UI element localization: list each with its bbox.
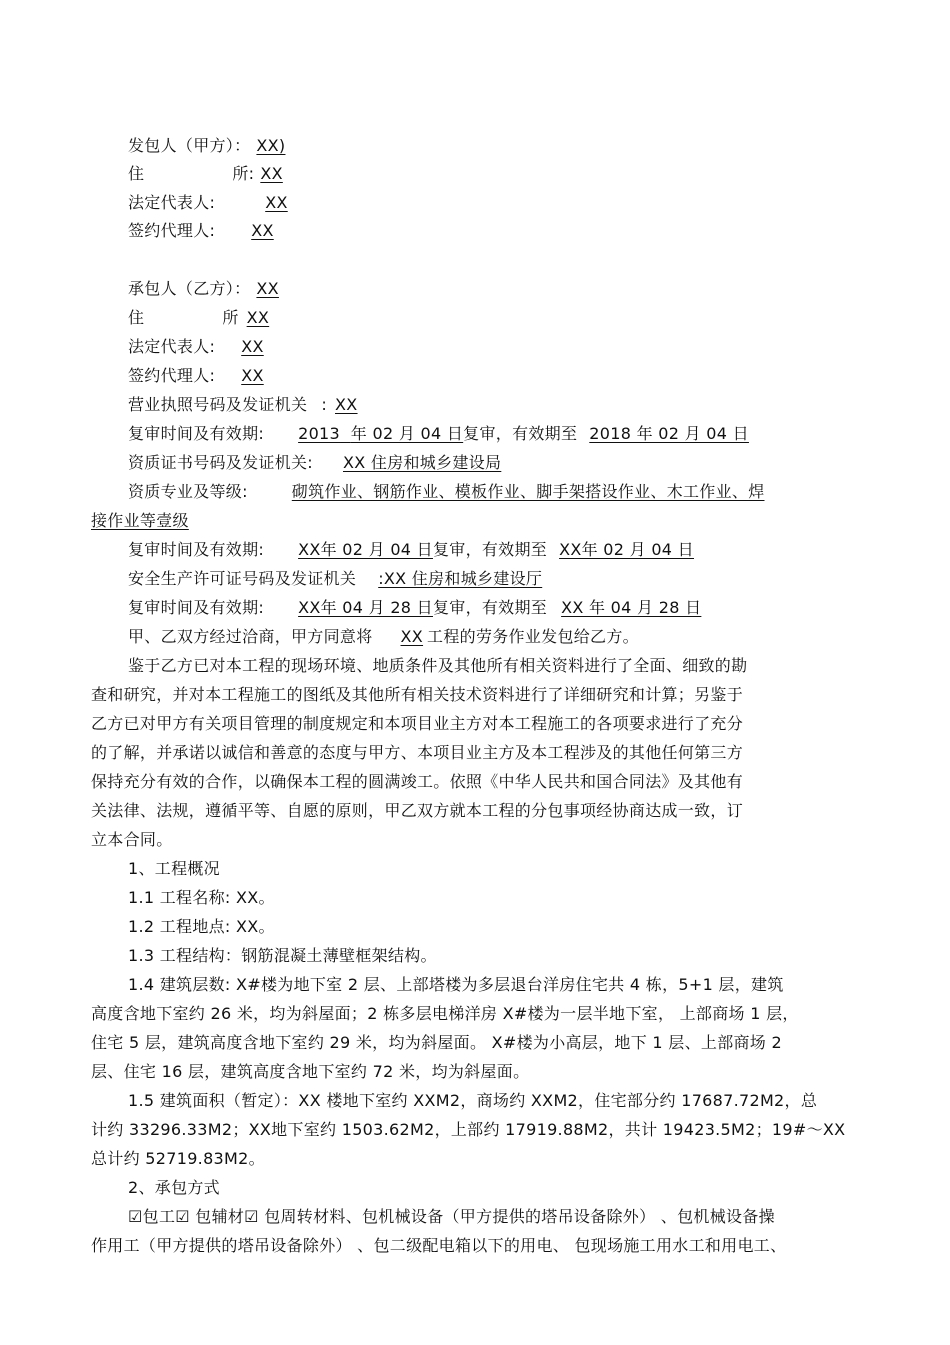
party-b-review1-end: 2018 年 02 月 04 日 (589, 424, 749, 443)
party-b-review1-mid: 复审，有效期至 (463, 424, 578, 443)
party-b-review3-label: 复审时间及有效期: (128, 598, 265, 617)
area-line: 总计约 52719.83M2。 (91, 1149, 265, 1168)
area-line: 计约 33296.33M2；XX地下室约 1503.62M2，上部约 17919.88M2，共计 19423.5M2；19#～XX (91, 1120, 846, 1139)
floors-line: 层、住宅 16 层，建筑高度含地下室约 72 米，均为斜屋面。 (91, 1062, 530, 1081)
party-b-license-label: 营业执照号码及发证机关 (128, 395, 308, 414)
party-a-contractor-row (128, 136, 295, 156)
area-line: 1.5 建筑面积（暂定）：XX 楼地下室约 XXM2，商场约 XXM2，住宅部分约 17687.72M2，总 (128, 1091, 818, 1110)
party-b-license-colon: : (321, 395, 328, 414)
party-b-agent-row (128, 366, 278, 386)
party-b-review3-row (128, 598, 701, 618)
party-b-legal-rep-row (128, 337, 274, 357)
party-b-review3-start: XX年 04 月 28 日 (298, 598, 433, 617)
party-b-qual-grade-row (128, 482, 805, 502)
section-1-heading: 1、工程概况 (128, 859, 220, 878)
party-b-safety-row (128, 569, 550, 589)
party-a-address-value: XX (260, 164, 283, 183)
party-a-contractor-value: XX) (256, 136, 286, 155)
party-a-legal-rep-value: XX (265, 193, 288, 212)
section-2-heading: 2、承包方式 (128, 1178, 220, 1197)
floors-line: 1.4 建筑层数: X#楼为地下室 2 层、上部塔楼为多层退台洋房住宅共 4 栋，5+1 层，建筑 (128, 975, 784, 994)
party-a-address-label-1: 住 (128, 164, 145, 183)
party-b-review1-start (294, 424, 463, 443)
contract-scope-line: ☑包工☑ 包辅材☑ 包周转材料、包机械设备（甲方提供的塔吊设备除外） 、包机械设备操 (128, 1207, 775, 1226)
party-b-safety-value: :XX 住房和城乡建设厅 (378, 569, 543, 588)
party-b-qual-cert-label: 资质证书号码及发证机关: (128, 453, 313, 472)
party-b-legal-rep-value: XX (241, 337, 264, 356)
section-1-item: 1.2 工程地点: XX。 (128, 917, 275, 936)
party-b-qual-grade-value-1: 砌筑作业、钢筋作业、模板作业、脚手架搭设作业、木工作业、焊 (291, 482, 765, 501)
party-a-agent-row (128, 221, 290, 241)
floors-line: 高度含地下室约 26 米，均为斜屋面；2 栋多层电梯洋房 X#楼为一层半地下室， 上部商场 1 层， (91, 1004, 799, 1023)
party-b-review3-end: XX 年 04 月 28 日 (561, 598, 702, 617)
party-b-review1-year: 2013 (298, 424, 341, 443)
party-b-address-label-2: 所 (222, 308, 239, 327)
party-b-review3-mid: 复审，有效期至 (432, 598, 548, 617)
party-a-address-label-2: 所: (232, 164, 255, 183)
party-a-legal-rep-label: 法定代表人: (128, 193, 216, 212)
party-b-qual-cert-value: XX 住房和城乡建设局 (343, 453, 502, 472)
party-a-contractor-label: 发包人（甲方）： (128, 136, 251, 155)
party-a-legal-rep-row (128, 193, 340, 213)
intro-agree-part-1: 甲、乙双方经过洽商，甲方同意将 (128, 627, 373, 646)
party-b-address-label-1: 住 (128, 308, 145, 327)
intro-para-line: 关法律、法规，遵循平等、自愿的原则，甲乙双方就本工程的分包事项经协商达成一致，订 (91, 801, 744, 820)
intro-para-line: 保持充分有效的合作，以确保本工程的圆满竣工。依照《中华人民共和国合同法》及其他有 (91, 772, 744, 791)
party-b-agent-value: XX (241, 366, 264, 385)
intro-para-line: 查和研究，并对本工程施工的图纸及其他所有相关技术资料进行了详细研究和计算；另鉴于 (91, 685, 744, 704)
party-b-license-row (128, 395, 384, 415)
party-b-qual-grade-label: 资质专业及等级: (128, 482, 248, 501)
intro-para-line: 鉴于乙方已对本工程的现场环境、地质条件及其他所有相关资料进行了全面、细致的勘 (128, 656, 748, 675)
party-b-review2-mid: 复审，有效期至 (432, 540, 548, 559)
party-a-agent-value: XX (251, 221, 274, 240)
party-a-address-row (128, 164, 283, 184)
party-b-review2-end: XX年 02 月 04 日 (559, 540, 694, 559)
party-b-review2-row (128, 540, 694, 560)
intro-agree-part-2: 工程的劳务作业发包给乙方。 (427, 627, 639, 646)
party-b-qual-cert-row (128, 453, 523, 473)
party-a-agent-label: 签约代理人: (128, 221, 216, 240)
party-b-review2-label: 复审时间及有效期: (128, 540, 265, 559)
party-b-contractor-value: XX (256, 279, 279, 298)
party-b-legal-rep-label: 法定代表人: (128, 337, 216, 356)
section-1-item: 1.1 工程名称: XX。 (128, 888, 275, 907)
party-b-review1-rest: 年 02 月 04 日 (350, 424, 464, 443)
party-b-qual-grade-row-2 (91, 511, 199, 531)
contract-scope-line: 作用工（甲方提供的塔吊设备除外） 、包二级配电箱以下的用电、 包现场施工用水工和用电工、 (91, 1236, 787, 1255)
party-b-contractor-label: 承包人（乙方）： (128, 279, 251, 298)
party-b-review2-start: XX年 02 月 04 日 (298, 540, 433, 559)
party-b-contractor-row (128, 279, 293, 299)
intro-para-line: 的了解，并承诺以诚信和善意的态度与甲方、本项目业主方及本工程涉及的其他任何第三方 (91, 743, 744, 762)
party-b-agent-label: 签约代理人: (128, 366, 216, 385)
party-b-address-value: XX (246, 308, 270, 327)
intro-agreement-row (128, 627, 639, 647)
intro-para-line: 立本合同。 (91, 830, 173, 849)
intro-agree-value: XX (400, 627, 424, 646)
party-b-address-row (128, 308, 275, 328)
intro-para-line: 乙方已对甲方有关项目管理的制度规定和本项目业主方对本工程施工的各项要求进行了充分 (91, 714, 744, 733)
party-b-review1-label: 复审时间及有效期: (128, 424, 265, 443)
party-b-license-value: XX (335, 395, 358, 414)
party-b-safety-label: 安全生产许可证号码及发证机关 (128, 569, 357, 588)
party-b-qual-grade-value-2: 接作业等壹级 (91, 511, 189, 530)
party-b-review1-row (128, 424, 749, 444)
section-1-item: 1.3 工程结构：钢筋混凝土薄壁框架结构。 (128, 946, 437, 965)
floors-line: 住宅 5 层，建筑高度含地下室约 29 米，均为斜屋面。 X#楼为小高层，地下 1 层、上部商场 2 (91, 1033, 782, 1052)
